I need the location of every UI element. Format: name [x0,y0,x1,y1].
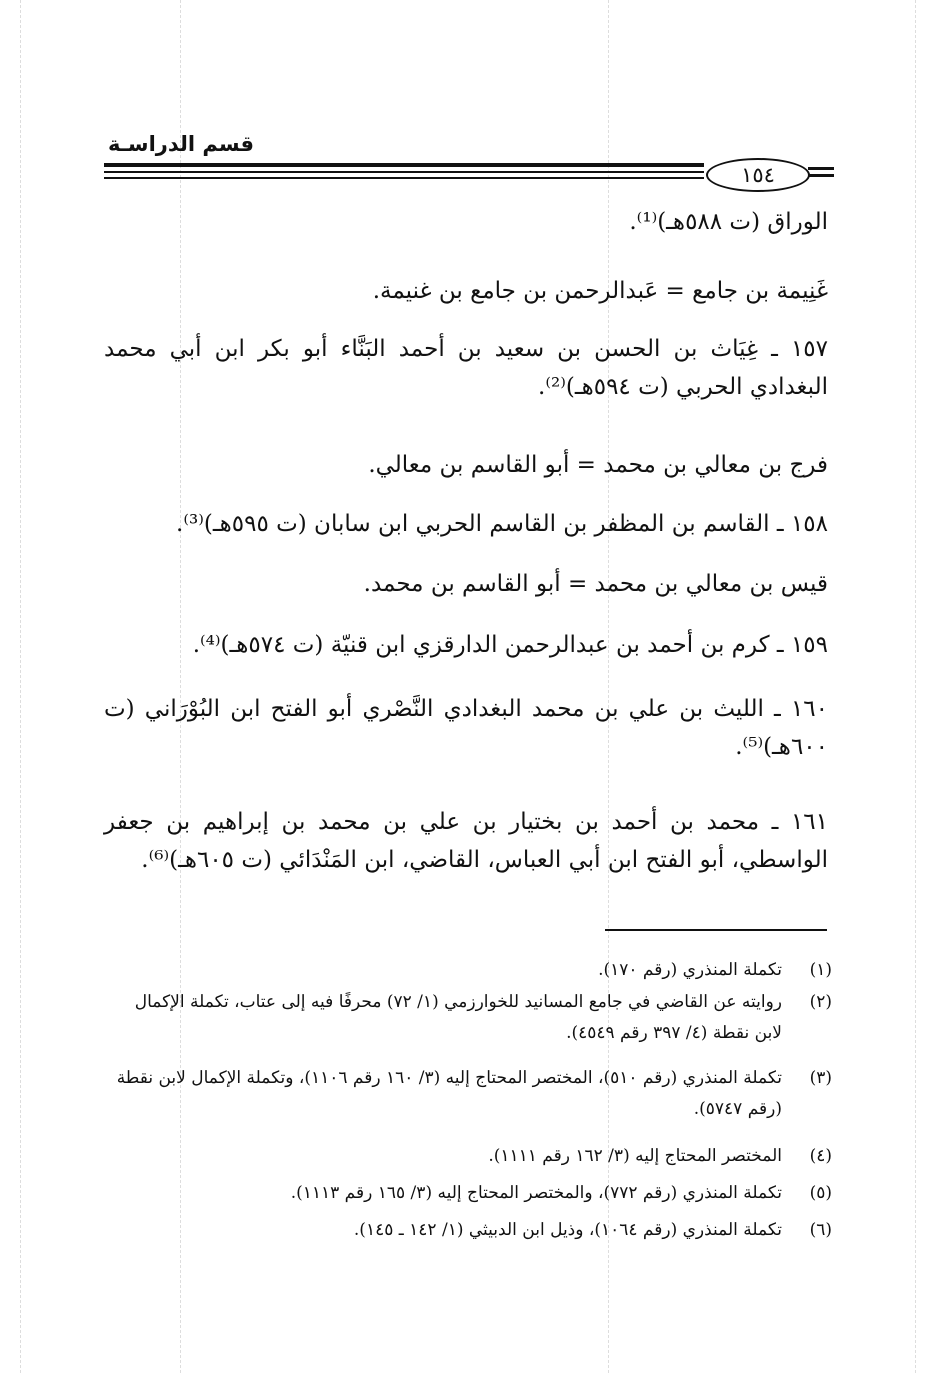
entry-line: ١٥٩ ـ كرم بن أحمد بن عبدالرحمن الدارقزي ابن قنيّة (ت ٥٧٤هـ)⁽⁴⁾. [192,632,828,658]
footnote-number: (٦) [809,1220,832,1240]
header-rule [808,174,834,177]
header-rule [104,163,704,167]
header-rule [808,167,834,170]
footnote-text: روايته عن القاضي في جامع المسانيد للخوارزمي (١/ ٧٢) محرفًا فيه إلى عتاب، تكملة الإكمال لابن نقطة (٤/ ٣٩٧ رقم ٤٥٤٩). [134,992,782,1043]
footnote-number: (٢) [809,992,832,1012]
header-rule [104,177,704,179]
footnote-number: (١) [809,960,832,980]
entry-paragraph: ١٦١ ـ محمد بن أحمد بن بختيار بن علي بن محمد بن إبراهيم بن جعفر الواسطي، أبو الفتح ابن أبي العباس، القاضي، ابن المَنْدَائي (ت ٦٠٥هـ)⁽⁶⁾. [104,809,828,873]
footnote [110,1141,832,1172]
entry-paragraph: ١٦٠ ـ الليث بن علي بن محمد البغدادي النَّصْري أبو الفتح ابن البُوْرَاني (ت ٦٠٠هـ)⁽⁵⁾. [104,696,828,760]
entry-line: الوراق (ت ٥٨٨هـ)⁽¹⁾. [629,209,828,235]
scan-artifact-line [915,0,916,1373]
header-rule [104,171,704,173]
footnote [110,955,832,986]
footnote-text: تكملة المنذري (رقم ٥١٠)، المختصر المحتاج إليه (٣/ ١٦٠ رقم ١١٠٦)، وتكملة الإكمال لابن نقطة (رقم ٥٧٤٧). [116,1068,782,1119]
entry-line: قيس بن معالي بن محمد = أبو القاسم بن محمد. [363,571,828,597]
footnote-number: (٣) [809,1068,832,1088]
footnote [110,1063,832,1125]
section-title: قسم الدراسـة [108,132,254,156]
footnote [110,1215,832,1246]
entry-line: غَنِيمة بن جامع = عَبدالرحمن بن جامع بن غنيمة. [372,278,828,304]
entry-paragraph: ١٥٧ ـ غِيَاث بن الحسن بن سعيد بن أحمد البَنَّاء أبو بكر ابن أبي محمد البغدادي الحربي (ت ٥٩٤هـ)⁽²⁾. [104,336,828,400]
footnote [110,1178,832,1209]
entry-line: فرج بن معالي بن محمد = أبو القاسم بن معالي. [368,452,828,478]
footnote-number: (٥) [809,1183,832,1203]
page-number [706,158,810,192]
footnote [110,987,832,1049]
footnote-text: تكملة المنذري (رقم ١٠٦٤)، وذيل ابن الدبيثي (١/ ١٤٢ ـ ١٤٥). [353,1220,782,1240]
footnote-text: تكملة المنذري (رقم ٧٧٢)، والمختصر المحتاج إليه (٣/ ١٦٥ رقم ١١١٣). [290,1183,782,1203]
footnote-separator [605,929,827,931]
page-number-text: ١٥٤ [741,163,775,187]
entry-line: ١٥٨ ـ القاسم بن المظفر بن القاسم الحربي ابن سابان (ت ٥٩٥هـ)⁽³⁾. [176,511,828,537]
footnote-text: تكملة المنذري (رقم ١٧٠). [598,960,782,980]
footnote-text: المختصر المحتاج إليه (٣/ ١٦٢ رقم ١١١١). [488,1146,782,1166]
scan-artifact-line [20,0,21,1373]
footnote-number: (٤) [809,1146,832,1166]
